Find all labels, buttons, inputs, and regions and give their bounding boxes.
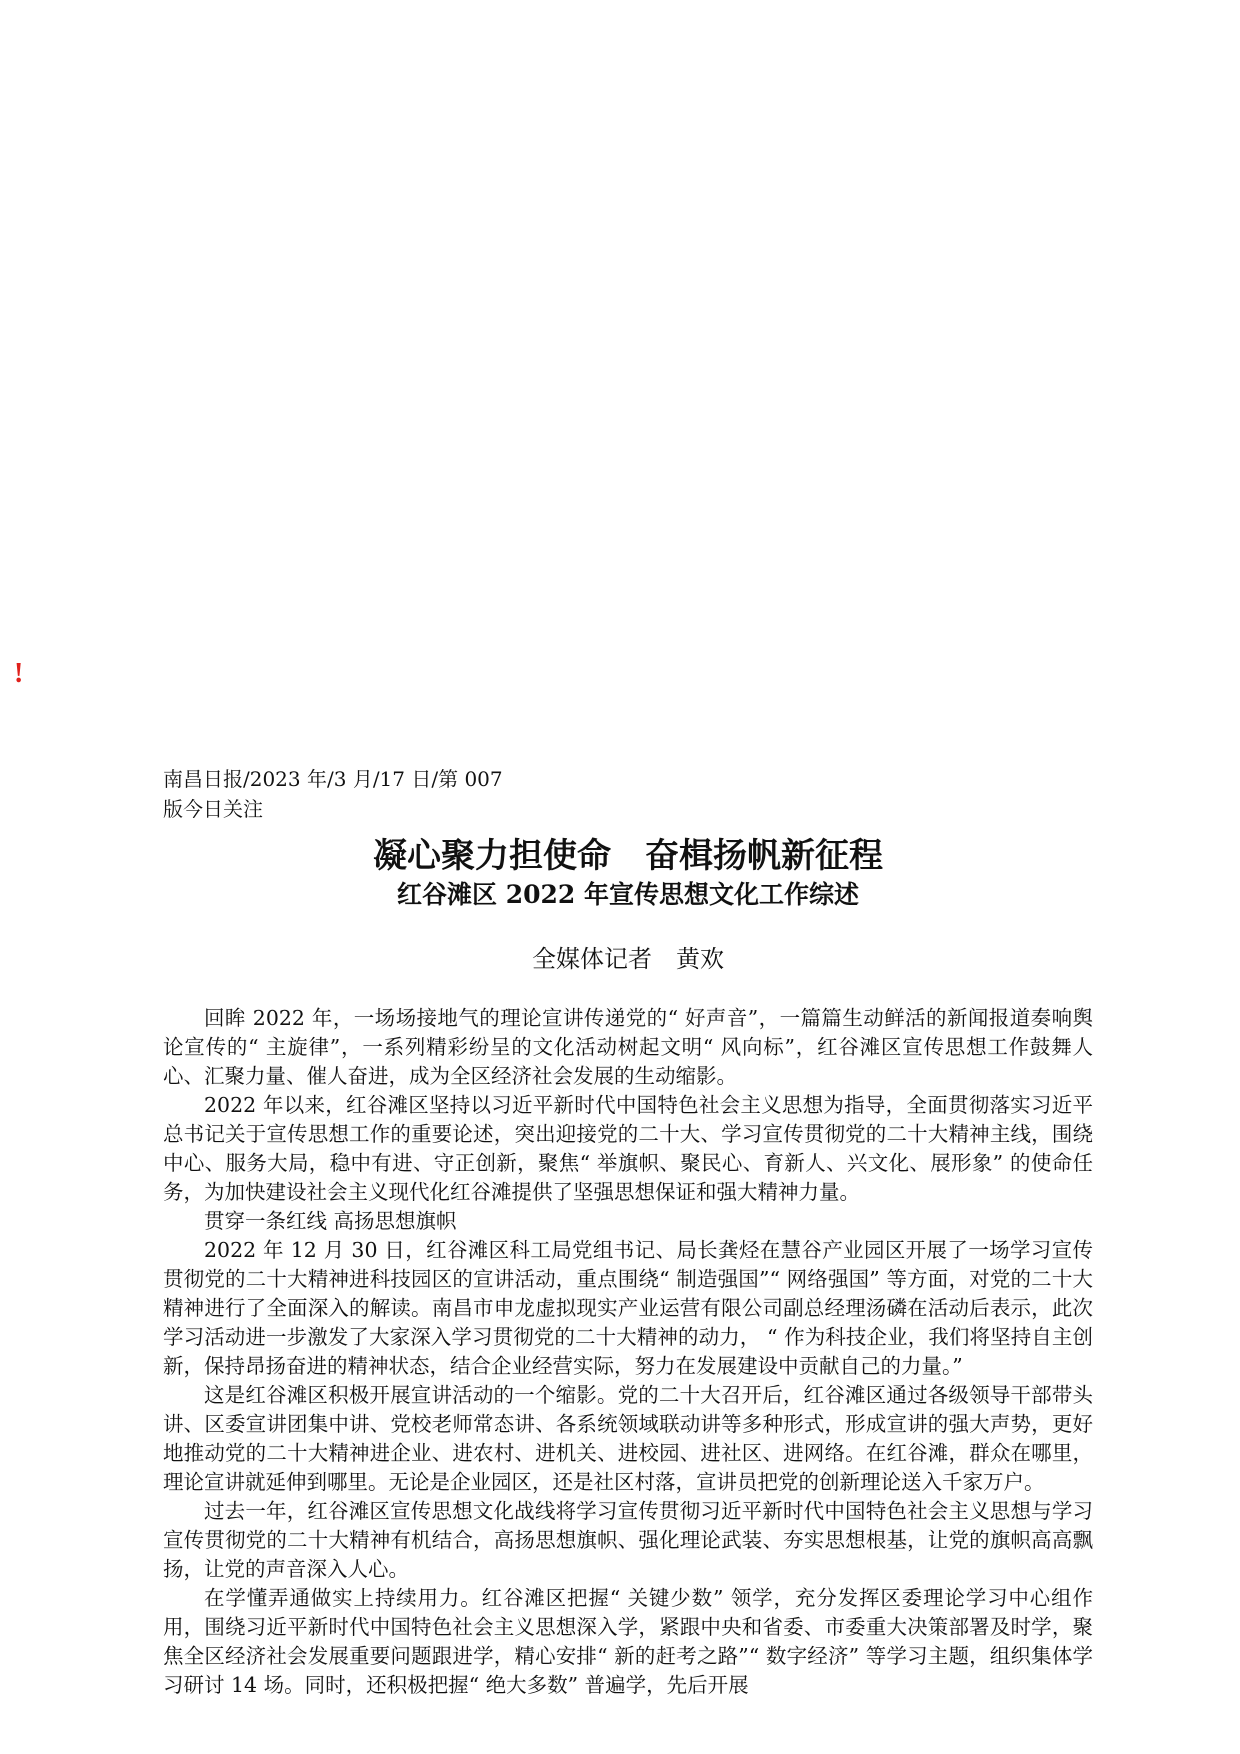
source-line: 南昌日报/2023 年/3 月/17 日/第 007 [163,767,503,791]
paragraph-year-review: 过去一年，红谷滩区宣传思想文化战线将学习宣传贯彻习近平新时代中国特色社会主义思想与学习宣传贯彻党的二十大精神有机结合，高扬思想旗帜、强化理论武装、夯实思想根基，让党的旗帜高高飘扬，让党的声音深入人心。 [163,1499,1093,1581]
paragraph-lecture-event: 2022 年 12 月 30 日，红谷滩区科工局党组书记、局长龚烃在慧谷产业园区开展了一场学习宣传贯彻党的二十大精神进科技园区的宣讲活动，重点围绕“ 制造强国”“ 网络强国” 等方面，对党的二十大精神进行了全面深入的解读。南昌市申龙虚拟现实产业运营有限公司副总经理汤磷在活动后表示，此次学习活动进一步激发了大家深入学习贯彻党的二十大精神的动力， “ 作为科技企业，我们将坚持自主创新，保持昂扬奋进的精神状态，结合企业经营实际，努力在发展建设中贡献自己的力量。” [163,1238,1093,1378]
byline: 全媒体记者 黄欢 [532,945,724,973]
news-article [163,764,1093,1700]
paragraph-intro: 回眸 2022 年，一场场接地气的理论宣讲传递党的“ 好声音”，一篇篇生动鲜活的新闻报道奏响舆论宣传的“ 主旋律”，一系列精彩纷呈的文化活动树起文明“ 风向标”，红谷滩区宣传思想工作鼓舞人心、汇聚力量、催人奋进，成为全区经济社会发展的生动缩影。 [163,1006,1093,1088]
paragraph-study: 在学懂弄通做实上持续用力。红谷滩区把握“ 关键少数” 领学，充分发挥区委理论学习中心组作用，围绕习近平新时代中国特色社会主义思想深入学，紧跟中央和省委、市委重大决策部署及时学，聚焦全区经济社会发展重要问题跟进学，精心安排“ 新的赶考之路”“ 数字经济” 等学习主题，组织集体学习研讨 14 场。同时，还积极把握“ 绝大多数” 普遍学，先后开展 [163,1586,1093,1697]
source-line-continued: 版今日关注 [163,797,263,821]
red-exclamation-mark: ! [14,658,24,689]
article-subtitle: 红谷滩区 2022 年宣传思想文化工作综述 [397,880,859,909]
article-title: 凝心聚力担使命 奋楫扬帆新征程 [373,836,883,876]
paragraph-overview: 2022 年以来，红谷滩区坚持以习近平新时代中国特色社会主义思想为指导，全面贯彻落实习近平总书记关于宣传思想工作的重要论述，突出迎接党的二十大、学习宣传贯彻党的二十大精神主线，围绕中心、服务大局，稳中有进、守正创新，聚焦“ 举旗帜、聚民心、育新人、兴文化、展形象” 的使命任务，为加快建设社会主义现代化红谷滩提供了坚强思想保证和强大精神力量。 [163,1093,1093,1204]
section-heading: 贯穿一条红线 高扬思想旗帜 [204,1209,457,1233]
paragraph-lecture-forms: 这是红谷滩区积极开展宣讲活动的一个缩影。党的二十大召开后，红谷滩区通过各级领导干部带头讲、区委宣讲团集中讲、党校老师常态讲、各系统领域联动讲等多种形式，形成宣讲的强大声势，更好地推动党的二十大精神进企业、进农村、进机关、进校园、进社区、进网络。在红谷滩，群众在哪里，理论宣讲就延伸到哪里。无论是企业园区，还是社区村落，宣讲员把党的创新理论送入千家万户。 [163,1383,1093,1494]
